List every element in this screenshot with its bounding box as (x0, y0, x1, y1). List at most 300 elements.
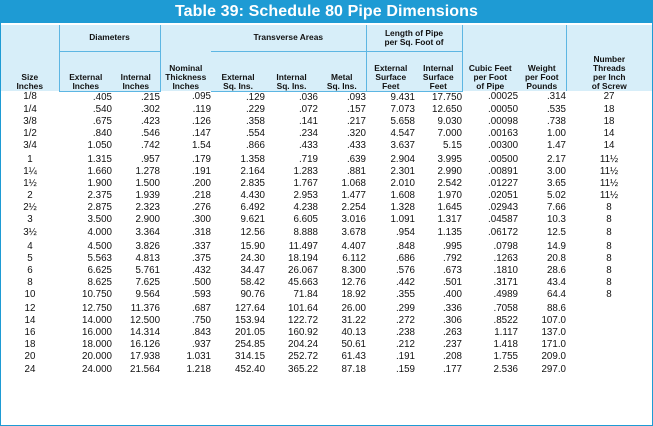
cell-metal-sq-ins: 1.068 (341, 178, 367, 190)
cell-external-surface: .355 (395, 289, 416, 300)
cell-external-sq-ins: 127.64 (235, 303, 266, 315)
header-size: Size Inches (1, 25, 59, 91)
cell-external-sq-ins: 153.94 (235, 315, 266, 327)
table-row (1, 116, 652, 128)
cell-size: 12 (24, 303, 36, 315)
cell-metal-sq-ins: .881 (346, 166, 367, 178)
table-row (1, 227, 652, 239)
cell-threads: 8 (606, 289, 612, 300)
cell-threads: 8 (606, 202, 612, 214)
cell-size: 3/4 (23, 139, 37, 151)
cell-external-surface: .212 (395, 339, 416, 351)
cell-external-surface: 2.904 (390, 153, 416, 165)
cell-internal-surface: 7.000 (437, 127, 463, 139)
cell-external-surface: 3.637 (390, 139, 416, 151)
cell-internal-sq-ins: .141 (298, 115, 319, 127)
cell-external-inches: .405 (92, 91, 112, 103)
cell-internal-sq-ins: .036 (298, 91, 319, 103)
cell-internal-surface: .208 (442, 351, 463, 363)
cell-threads (566, 339, 652, 351)
header-cubic-feet: Cubic Feet per Foot of Pipe (462, 25, 518, 91)
cell-internal-sq-ins: 1.767 (293, 178, 319, 190)
cell-internal-inches: 11.376 (130, 303, 161, 315)
cell-external-surface: .272 (395, 315, 416, 327)
cell-internal-sq-ins: .719 (298, 153, 319, 165)
cell-internal-sq-ins: 122.72 (288, 315, 319, 327)
cell-external-inches: 6.625 (87, 264, 112, 276)
cell-metal-sq-ins: 2.254 (341, 202, 367, 214)
cell-nominal-thickness: .843 (191, 327, 212, 339)
cell-cubic-feet: .00025 (488, 91, 519, 103)
cell-nominal-thickness: .593 (191, 289, 212, 300)
cell-threads (566, 351, 652, 363)
cell-external-sq-ins: 58.42 (240, 276, 266, 288)
cell-internal-inches: 2.323 (135, 202, 161, 214)
cell-cubic-feet: .01227 (488, 178, 519, 190)
cell-internal-surface: 1.135 (437, 226, 463, 238)
cell-external-inches: 1.660 (87, 166, 112, 178)
cell-metal-sq-ins: 40.13 (341, 327, 367, 339)
cell-threads (566, 301, 652, 315)
cell-internal-surface: .263 (442, 327, 463, 339)
pipe-dimensions-table (1, 25, 652, 376)
cell-internal-surface: 2.990 (437, 166, 463, 178)
table-row (1, 178, 652, 190)
cell-threads (566, 315, 652, 327)
cell-internal-surface: 2.542 (437, 178, 463, 190)
cell-weight: 5.02 (546, 190, 567, 202)
table-row (1, 214, 652, 226)
cell-external-inches: 1.900 (87, 178, 112, 190)
cell-external-sq-ins: 2.835 (240, 178, 266, 190)
cell-external-inches: .840 (92, 127, 112, 139)
cell-external-inches: .540 (92, 103, 112, 115)
cell-nominal-thickness: .179 (191, 153, 212, 165)
cell-metal-sq-ins: .217 (346, 115, 367, 127)
cell-external-inches: 2.375 (87, 190, 112, 202)
cell-threads: 8 (606, 252, 612, 264)
cell-metal-sq-ins: 1.477 (341, 190, 367, 202)
cell-nominal-thickness: 1.031 (186, 351, 212, 363)
cell-external-surface: .191 (395, 351, 416, 363)
cell-external-sq-ins: 15.90 (240, 240, 266, 252)
cell-external-surface: 1.608 (390, 190, 416, 202)
cell-internal-inches: 3.364 (135, 226, 161, 238)
cell-nominal-thickness: .318 (191, 226, 212, 238)
cell-internal-surface: .501 (442, 276, 463, 288)
cell-size: 1/2 (23, 127, 37, 139)
cell-nominal-thickness: .937 (191, 339, 212, 351)
group-length-per-sqft: Length of Pipe per Sq. Foot of (366, 25, 462, 51)
cell-size: 1 (27, 153, 33, 165)
cell-internal-surface: 1.970 (437, 190, 463, 202)
cell-weight: .314 (546, 91, 567, 103)
cell-internal-surface: .306 (442, 315, 463, 327)
cell-size: 1/8 (23, 91, 37, 103)
cell-weight: 137.0 (541, 327, 567, 339)
cell-external-inches: 4.500 (87, 240, 112, 252)
cell-metal-sq-ins: 50.61 (341, 339, 367, 351)
cell-internal-sq-ins: 204.24 (288, 339, 319, 351)
cell-external-inches: 5.563 (87, 252, 112, 264)
cell-nominal-thickness: .500 (191, 276, 212, 288)
cell-internal-inches: 3.826 (135, 240, 161, 252)
cell-external-surface: .159 (395, 363, 416, 375)
cell-cubic-feet: .4989 (493, 289, 519, 300)
cell-internal-inches: 4.813 (135, 252, 161, 264)
cell-external-inches: 20.000 (82, 351, 112, 363)
cell-external-inches: 1.050 (87, 139, 112, 151)
cell-nominal-thickness: 1.218 (186, 363, 212, 375)
cell-cubic-feet: 1.755 (493, 351, 519, 363)
cell-external-surface: 5.658 (390, 115, 416, 127)
cell-nominal-thickness: .687 (191, 303, 212, 315)
cell-metal-sq-ins: 87.18 (341, 363, 367, 375)
header-internal-surface: Internal Surface Feet (415, 51, 462, 91)
cell-internal-inches: 16.126 (130, 339, 161, 351)
cell-metal-sq-ins: 18.92 (341, 289, 367, 300)
cell-internal-sq-ins: 101.64 (288, 303, 319, 315)
cell-size: 3½ (23, 226, 37, 238)
header-internal-inches: Internal Inches (112, 51, 160, 91)
cell-nominal-thickness: .218 (191, 190, 212, 202)
cell-size: 24 (24, 363, 36, 375)
table-row (1, 140, 652, 152)
table-row (1, 202, 652, 214)
cell-internal-inches: 7.625 (135, 276, 161, 288)
cell-nominal-thickness: .191 (191, 166, 212, 178)
cell-internal-sq-ins: 26.067 (288, 264, 319, 276)
table-row (1, 239, 652, 253)
cell-metal-sq-ins: 8.300 (341, 264, 367, 276)
cell-cubic-feet: .06172 (488, 226, 519, 238)
cell-cubic-feet: .00300 (488, 139, 519, 151)
cell-internal-sq-ins: .234 (298, 127, 319, 139)
cell-internal-sq-ins: 71.84 (293, 289, 319, 300)
cell-external-surface: .576 (395, 264, 416, 276)
cell-cubic-feet: .02051 (488, 190, 519, 202)
cell-threads (566, 327, 652, 339)
cell-metal-sq-ins: 31.22 (341, 315, 367, 327)
cell-internal-sq-ins: .072 (298, 103, 319, 115)
cell-internal-sq-ins: 160.92 (288, 327, 319, 339)
cell-internal-sq-ins: 8.888 (293, 226, 319, 238)
cell-nominal-thickness: 1.54 (191, 139, 212, 151)
cell-internal-inches: .423 (140, 115, 161, 127)
cell-external-surface: .686 (395, 252, 416, 264)
cell-nominal-thickness: .337 (191, 240, 212, 252)
cell-external-sq-ins: 1.358 (240, 153, 266, 165)
cell-external-surface: 2.301 (390, 166, 416, 178)
cell-external-sq-ins: .554 (245, 127, 266, 139)
cell-weight: 297.0 (541, 363, 567, 375)
cell-external-sq-ins: 34.47 (240, 264, 266, 276)
header-external-surface: External Surface Feet (366, 51, 415, 91)
cell-cubic-feet: .00891 (488, 166, 519, 178)
cell-weight: .738 (546, 115, 567, 127)
cell-weight: 88.6 (546, 303, 567, 315)
cell-cubic-feet: 1.117 (494, 327, 519, 339)
cell-threads: 8 (606, 276, 612, 288)
cell-internal-surface: .673 (442, 264, 463, 276)
cell-nominal-thickness: .276 (191, 202, 212, 214)
cell-threads: 11½ (599, 178, 619, 190)
cell-internal-surface: .336 (442, 303, 463, 315)
cell-cubic-feet: .04587 (488, 214, 519, 226)
header-external-inches: External Inches (59, 51, 112, 91)
cell-size: 16 (24, 327, 36, 339)
cell-weight: .535 (546, 103, 567, 115)
cell-external-surface: 9.431 (390, 91, 416, 103)
cell-external-inches: 1.315 (87, 153, 112, 165)
cell-metal-sq-ins: 3.678 (341, 226, 367, 238)
cell-metal-sq-ins: .639 (346, 153, 367, 165)
cell-external-sq-ins: 254.85 (235, 339, 266, 351)
cell-metal-sq-ins: 12.76 (341, 276, 367, 288)
cell-internal-inches: 9.564 (135, 289, 161, 300)
table-row (1, 190, 652, 202)
cell-threads: 14 (603, 139, 615, 151)
cell-external-inches: 24.000 (82, 363, 112, 375)
cell-threads: 11½ (599, 166, 619, 178)
cell-weight: 3.00 (546, 166, 567, 178)
cell-threads: 27 (603, 91, 615, 103)
cell-cubic-feet: .00050 (488, 103, 519, 115)
cell-external-inches: .675 (92, 115, 112, 127)
group-diameters: Diameters (59, 25, 160, 51)
cell-internal-inches: 5.761 (135, 264, 161, 276)
cell-weight: 3.65 (546, 178, 567, 190)
cell-external-surface: 2.010 (390, 178, 416, 190)
cell-internal-inches: 1.500 (135, 178, 161, 190)
cell-threads (566, 364, 652, 376)
cell-threads: 14 (603, 127, 615, 139)
cell-internal-sq-ins: 6.605 (293, 214, 319, 226)
table-row (1, 339, 652, 351)
cell-size: 10 (24, 289, 36, 300)
cell-external-surface: .954 (395, 226, 416, 238)
cell-size: 18 (24, 339, 36, 351)
cell-external-sq-ins: 6.492 (240, 202, 266, 214)
header-nominal-thickness: Nominal Thickness Inches (160, 25, 211, 91)
cell-external-surface: .442 (395, 276, 416, 288)
cell-threads: 8 (606, 240, 612, 252)
cell-external-sq-ins: 2.164 (240, 166, 266, 178)
cell-size: 1/4 (23, 103, 37, 115)
table-row (1, 128, 652, 140)
cell-internal-sq-ins: 365.22 (288, 363, 319, 375)
cell-internal-surface: 1.645 (437, 202, 463, 214)
cell-external-inches: 12.750 (82, 303, 112, 315)
table-body (1, 91, 652, 376)
cell-weight: 107.0 (541, 315, 567, 327)
cell-external-sq-ins: .358 (245, 115, 266, 127)
cell-external-inches: 3.500 (87, 214, 112, 226)
cell-threads: 18 (603, 103, 615, 115)
cell-internal-inches: 17.938 (130, 351, 161, 363)
cell-nominal-thickness: .119 (192, 103, 212, 115)
cell-nominal-thickness: .300 (191, 214, 212, 226)
header-threads: Number Threads per Inch of Screw (566, 25, 652, 91)
cell-weight: 14.9 (546, 240, 567, 252)
cell-nominal-thickness: .095 (191, 91, 212, 103)
cell-external-surface: .238 (395, 327, 416, 339)
cell-external-inches: 8.625 (87, 276, 112, 288)
cell-size: 14 (24, 315, 36, 327)
cell-metal-sq-ins: 26.00 (341, 303, 367, 315)
cell-cubic-feet: .1810 (493, 264, 519, 276)
cell-internal-surface: 9.030 (437, 115, 463, 127)
cell-weight: 43.4 (546, 276, 567, 288)
table-row (1, 301, 652, 315)
cell-metal-sq-ins: .157 (346, 103, 367, 115)
cell-nominal-thickness: .375 (191, 252, 212, 264)
header-metal-sq-ins: Metal Sq. Ins. (318, 51, 366, 91)
cell-external-surface: 4.547 (390, 127, 416, 139)
cell-metal-sq-ins: .433 (346, 139, 367, 151)
table-row (1, 91, 652, 104)
cell-internal-inches: .302 (140, 103, 161, 115)
cell-cubic-feet: .0798 (493, 240, 519, 252)
cell-size: 5 (27, 252, 33, 264)
cell-external-sq-ins: 9.621 (240, 214, 266, 226)
cell-cubic-feet: 1.418 (493, 339, 519, 351)
cell-cubic-feet: 2.536 (493, 363, 519, 375)
cell-internal-inches: 21.564 (130, 363, 161, 375)
cell-internal-inches: 2.900 (135, 214, 161, 226)
cell-weight: 7.66 (546, 202, 567, 214)
table-row (1, 315, 652, 327)
cell-weight: 10.3 (546, 214, 567, 226)
cell-internal-sq-ins: 2.953 (293, 190, 319, 202)
header-internal-sq-ins: Internal Sq. Ins. (265, 51, 318, 91)
cell-nominal-thickness: .200 (191, 178, 212, 190)
cell-external-sq-ins: 12.56 (240, 226, 266, 238)
table-row (1, 104, 652, 116)
cell-internal-inches: .215 (140, 91, 161, 103)
cell-external-inches: 4.000 (87, 226, 112, 238)
cell-weight: 2.17 (546, 153, 567, 165)
table-row (1, 265, 652, 277)
header-weight: Weight per Foot Pounds (518, 25, 566, 91)
cell-size: 3/8 (23, 115, 37, 127)
table-row (1, 152, 652, 166)
cell-metal-sq-ins: 6.112 (342, 252, 367, 264)
cell-nominal-thickness: .750 (191, 315, 212, 327)
cell-internal-surface: .237 (442, 339, 463, 351)
cell-internal-inches: 12.500 (130, 315, 161, 327)
cell-nominal-thickness: .126 (191, 115, 212, 127)
cell-internal-inches: .742 (140, 139, 161, 151)
table-row (1, 327, 652, 339)
cell-cubic-feet: .3171 (493, 276, 519, 288)
cell-external-sq-ins: .129 (245, 91, 266, 103)
cell-external-sq-ins: 4.430 (240, 190, 266, 202)
cell-internal-surface: 12.650 (432, 103, 463, 115)
cell-weight: 64.4 (546, 289, 567, 300)
table-title: Table 39: Schedule 80 Pipe Dimensions (1, 1, 652, 23)
cell-external-sq-ins: 452.40 (235, 363, 266, 375)
cell-internal-sq-ins: .433 (298, 139, 319, 151)
cell-size: 1½ (23, 178, 37, 190)
cell-metal-sq-ins: .320 (346, 127, 367, 139)
cell-internal-sq-ins: 4.238 (293, 202, 319, 214)
cell-cubic-feet: .00163 (488, 127, 519, 139)
cell-internal-surface: 1.317 (437, 214, 463, 226)
cell-cubic-feet: .7058 (493, 303, 519, 315)
cell-internal-inches: 1.278 (135, 166, 161, 178)
cell-threads: 8 (606, 264, 612, 276)
cell-external-sq-ins: 24.30 (240, 252, 266, 264)
table-row (1, 289, 652, 301)
cell-size: 6 (27, 264, 33, 276)
cell-internal-sq-ins: 1.283 (293, 166, 319, 178)
cell-threads: 11½ (599, 153, 619, 165)
cell-external-sq-ins: 90.76 (240, 289, 266, 300)
cell-size: 1¼ (23, 166, 37, 178)
cell-external-sq-ins: .229 (245, 103, 266, 115)
cell-external-surface: .848 (395, 240, 416, 252)
cell-external-inches: 10.750 (82, 289, 112, 300)
cell-internal-surface: .792 (442, 252, 463, 264)
table-row (1, 166, 652, 178)
cell-internal-surface: 5.15 (442, 139, 463, 151)
cell-internal-surface: .177 (442, 363, 463, 375)
cell-external-sq-ins: .866 (245, 139, 266, 151)
cell-external-surface: 7.073 (390, 103, 416, 115)
table-row (1, 364, 652, 376)
cell-internal-sq-ins: 45.663 (288, 276, 319, 288)
cell-internal-surface: .400 (442, 289, 463, 300)
header-external-sq-ins: External Sq. Ins. (211, 51, 265, 91)
cell-external-inches: 14.000 (82, 315, 112, 327)
cell-weight: 20.8 (546, 252, 567, 264)
cell-threads: 11½ (599, 190, 619, 202)
cell-threads: 8 (606, 226, 612, 238)
cell-external-inches: 18.000 (82, 339, 112, 351)
cell-external-surface: .299 (395, 303, 416, 315)
cell-external-surface: 1.091 (390, 214, 416, 226)
cell-weight: 1.00 (546, 127, 567, 139)
cell-cubic-feet: .00098 (488, 115, 519, 127)
cell-nominal-thickness: .432 (191, 264, 212, 276)
cell-internal-inches: .546 (140, 127, 161, 139)
cell-size: 20 (24, 351, 36, 363)
cell-weight: 171.0 (541, 339, 567, 351)
cell-internal-surface: .995 (442, 240, 463, 252)
cell-threads: 18 (603, 115, 615, 127)
cell-external-sq-ins: 201.05 (235, 327, 266, 339)
cell-internal-sq-ins: 252.72 (288, 351, 319, 363)
cell-external-sq-ins: 314.15 (235, 351, 266, 363)
cell-metal-sq-ins: 4.407 (341, 240, 367, 252)
cell-metal-sq-ins: 3.016 (341, 214, 367, 226)
cell-internal-sq-ins: 11.497 (288, 240, 319, 252)
cell-size: 3 (27, 214, 33, 226)
table-row (1, 351, 652, 363)
cell-threads: 8 (606, 214, 612, 226)
cell-internal-inches: 1.939 (135, 190, 161, 202)
table-row (1, 253, 652, 265)
cell-internal-inches: .957 (140, 153, 161, 165)
cell-metal-sq-ins: 61.43 (341, 351, 367, 363)
group-transverse-areas: Transverse Areas (211, 25, 366, 51)
cell-external-inches: 2.875 (87, 202, 112, 214)
cell-nominal-thickness: .147 (191, 127, 212, 139)
cell-internal-surface: 17.750 (432, 91, 463, 103)
cell-external-surface: 1.328 (390, 202, 416, 214)
cell-cubic-feet: .1263 (493, 252, 519, 264)
